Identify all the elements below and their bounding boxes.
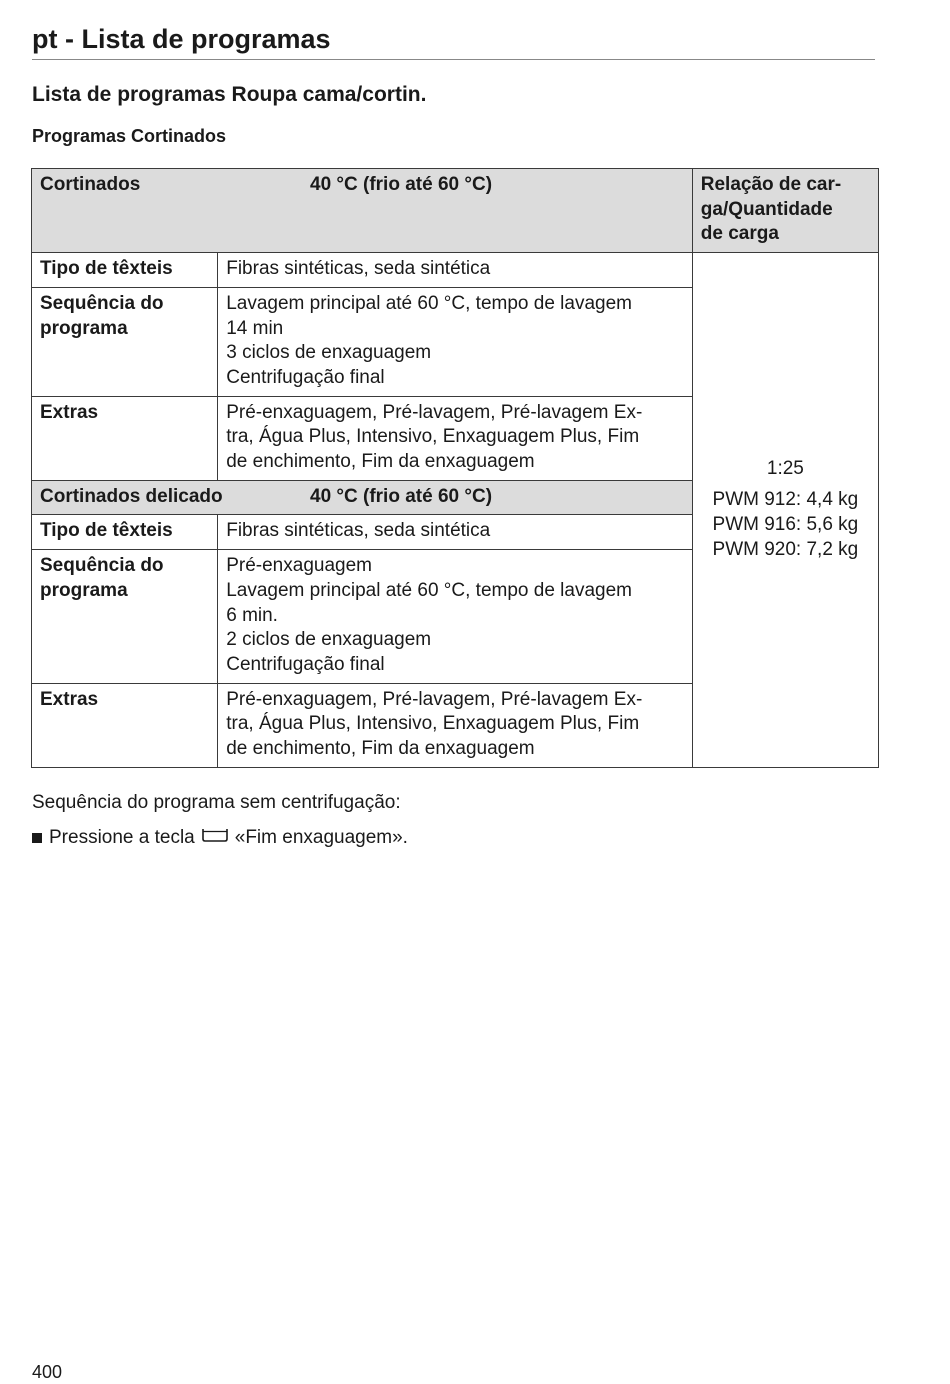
- label-line: programa: [40, 579, 128, 601]
- value-line: de enchimento, Fim da enxaguagem: [226, 738, 535, 760]
- value-line: Pré-enxaguagem: [226, 555, 372, 577]
- program-temperature: 40 °C (frio até 60 °C): [310, 485, 493, 507]
- load-header-line: Relação de car-: [700, 174, 842, 195]
- program-header-cortinados: [32, 169, 693, 253]
- row-value: [218, 683, 693, 767]
- program-temperature: 40 °C (frio até 60 °C): [310, 174, 493, 195]
- load-ratio: 1:25: [766, 457, 804, 479]
- value-line: 3 ciclos de enxaguagem: [226, 342, 432, 364]
- label-line: Sequência do: [40, 555, 164, 577]
- value-line: 2 ciclos de enxaguagem: [226, 629, 432, 651]
- instruction-prefix: Pressione a tecla: [49, 827, 195, 848]
- load-model: PWM 912: 4,4 kg: [712, 489, 859, 511]
- row-value: [218, 550, 693, 684]
- value-line: Centrifugação final: [226, 366, 385, 388]
- page-header-title: pt - Lista de programas: [32, 20, 875, 60]
- rinse-hold-tub-icon: [201, 825, 229, 851]
- instruction-key-label: «Fim enxaguagem».: [234, 827, 408, 848]
- value-line: de enchimento, Fim da enxaguagem: [226, 451, 535, 473]
- load-cell: [692, 253, 878, 768]
- value-line: Fibras sintéticas, seda sintética: [226, 258, 491, 280]
- program-name: Cortinados: [40, 174, 141, 195]
- load-header-line: ga/Quantidade: [700, 198, 833, 220]
- value-line: tra, Água Plus, Intensivo, Enxaguagem Plus, Fim: [226, 426, 640, 448]
- value-line: 6 min.: [226, 604, 278, 626]
- subsection-title: Programas Cortinados: [32, 126, 227, 146]
- value-line: Lavagem principal até 60 °C, tempo de lavagem: [226, 292, 632, 314]
- value-line: 14 min: [226, 317, 284, 339]
- program-table: [31, 168, 879, 768]
- row-label: Extras: [32, 683, 218, 767]
- value-line: Lavagem principal até 60 °C, tempo de lavagem: [226, 579, 632, 601]
- page-number: 400: [32, 1362, 63, 1382]
- row-label: Tipo de têxteis: [32, 253, 218, 288]
- spin-note: Sequência do programa sem centrifugação:: [32, 792, 401, 813]
- table-row: [32, 253, 879, 288]
- row-value: [218, 396, 693, 480]
- section-title: Lista de programas Roupa cama/cortin.: [32, 83, 427, 106]
- value-line: Centrifugação final: [226, 653, 385, 675]
- program-header-cortinados-delicado: [32, 480, 693, 515]
- label-line: Sequência do: [40, 292, 164, 314]
- row-value: [218, 515, 693, 550]
- row-label: Tipo de têxteis: [32, 515, 218, 550]
- row-label: [32, 550, 218, 684]
- load-header-line: de carga: [700, 223, 779, 245]
- value-line: tra, Água Plus, Intensivo, Enxaguagem Plus, Fim: [226, 713, 640, 735]
- program-header-row: [32, 169, 879, 253]
- instruction-item: [32, 825, 408, 851]
- program-name: Cortinados delicado: [40, 485, 223, 507]
- row-label: Extras: [32, 396, 218, 480]
- label-line: programa: [40, 317, 128, 339]
- load-model: PWM 920: 7,2 kg: [712, 538, 859, 560]
- value-line: Fibras sintéticas, seda sintética: [226, 520, 491, 542]
- row-label: [32, 287, 218, 396]
- load-header: [692, 169, 878, 253]
- load-model: PWM 916: 5,6 kg: [712, 513, 859, 535]
- bullet-square-icon: [32, 833, 42, 843]
- row-value: [218, 287, 693, 396]
- value-line: Pré-enxaguagem, Pré-lavagem, Pré-lavagem Ex-: [226, 401, 643, 423]
- value-line: Pré-enxaguagem, Pré-lavagem, Pré-lavagem Ex-: [226, 688, 643, 710]
- row-value: [218, 253, 693, 288]
